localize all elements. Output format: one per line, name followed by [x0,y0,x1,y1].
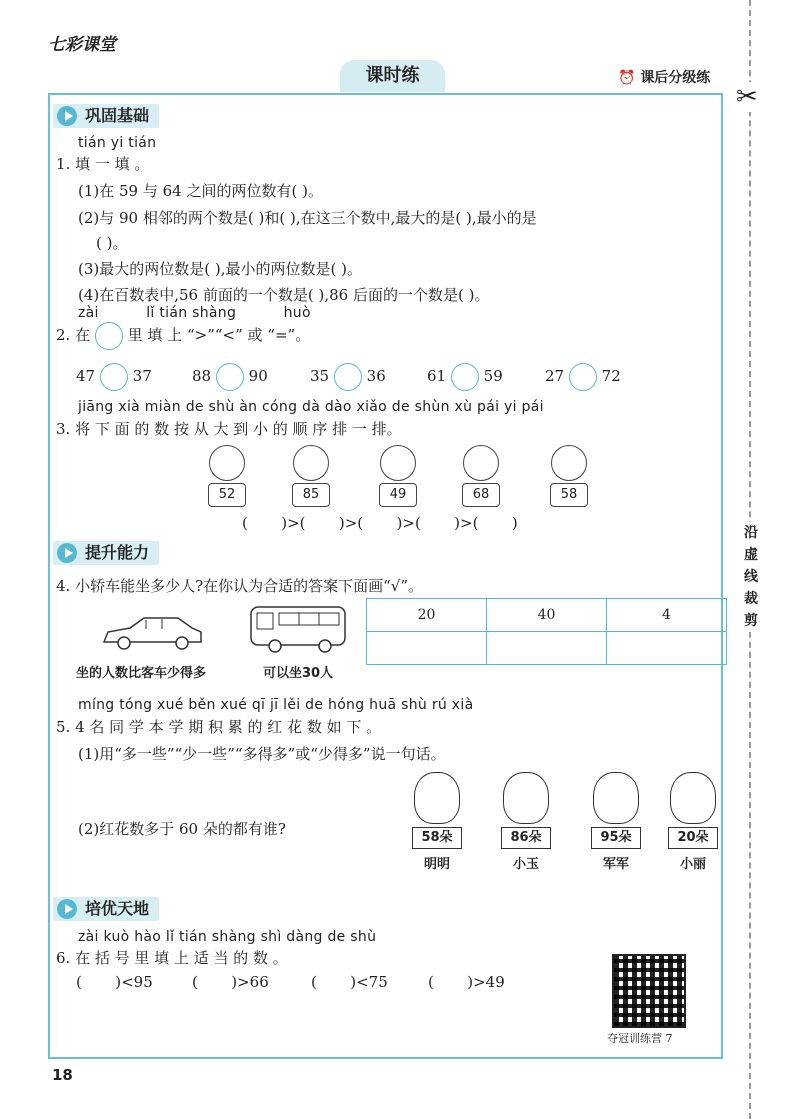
q4-title: 4. 小轿车能坐多少人?在你认为合适的答案下面画“√”。 [56,577,424,595]
kid-name: 军军 [602,857,629,872]
boy-icon [414,772,460,824]
animal-number: 85 [292,483,330,507]
q6-item[interactable]: ( )<75 [311,973,388,991]
rabbit-icon [209,445,245,481]
kid-name: 小丽 [679,857,706,872]
alarm-clock-icon: ⏰ [618,70,636,86]
answer-circle[interactable] [569,363,597,391]
subtitle-text: 课后分级练 [640,70,711,86]
q2-title [56,322,310,350]
q3-order[interactable]: ( )>( )>( )>( )>( ) [242,514,518,532]
sheep-icon [380,445,416,481]
table-header: 20 [367,599,487,632]
q1-pinyin: tián yi tián [78,135,157,151]
duck-icon [463,445,499,481]
q2-left: 47 [76,367,96,385]
cow-icon [293,445,329,481]
qr-code-icon [612,954,686,1028]
q2-left: 35 [310,367,330,385]
girl-icon [670,772,716,824]
q2-item [76,363,152,391]
q2-right: 37 [132,367,152,385]
q2-title-b: 里 填 上 “>”“<” 或 “=”。 [127,326,311,344]
q5-title: 5. 4 名 同 学 本 学 期 积 累 的 红 花 数 如 下 。 [56,718,382,736]
animal-number: 49 [379,483,417,507]
pig-icon [551,445,587,481]
play-icon [57,543,77,563]
table-header: 40 [487,599,607,632]
q1-line3: (3)最大的两位数是( ),最小的两位数是( )。 [78,260,362,278]
q1-line2b: ( )。 [96,234,128,252]
animal-number: 68 [462,483,500,507]
q2-right: 59 [483,367,503,385]
car-icon [100,612,205,652]
boy-icon [593,772,639,824]
q2-right: 72 [601,367,621,385]
q2-title-a: 2. 在 [56,326,91,344]
circle-icon [95,322,123,350]
girl-icon [503,772,549,824]
q5-part2: (2)红花数多于 60 朵的都有谁? [78,820,286,838]
answer-circle[interactable] [334,363,362,391]
section-advanced [53,897,159,921]
bus-icon [245,603,350,653]
kid-card [581,772,651,872]
q6-item[interactable]: ( )<95 [76,973,153,991]
q2-item [310,363,386,391]
play-icon [57,106,77,126]
q1-line2: (2)与 90 相邻的两个数是( )和( ),在这三个数中,最大的是( ),最小的是 [78,209,537,227]
kid-card [658,772,728,872]
animal-card [461,445,501,507]
animal-card [207,445,247,507]
animal-card [378,445,418,507]
section-title: 培优天地 [85,899,150,918]
q1-line1: (1)在 59 与 64 之间的两位数有( )。 [78,182,323,200]
answer-cell[interactable] [367,632,487,665]
answer-cell[interactable] [607,632,727,665]
q2-left: 61 [427,367,447,385]
q3-pinyin: jiāng xià miàn de shù àn cóng dà dào xiǎo de shùn xù pái yi pái [78,399,544,415]
answer-circle[interactable] [216,363,244,391]
car-label: 坐的人数比客车少得多 [76,666,207,681]
q2-right: 90 [248,367,268,385]
brand-logo: 七彩课堂 [48,35,116,55]
table-header: 4 [607,599,727,632]
bus-label: 可以坐30人 [263,666,334,681]
q2-item [545,363,621,391]
kid-card [402,772,472,872]
flower-count: 86朵 [501,827,551,849]
q2-left: 88 [192,367,212,385]
q6-item[interactable]: ( )>66 [192,973,269,991]
section-title: 提升能力 [85,543,150,562]
subtitle [618,67,710,87]
animal-number: 58 [550,483,588,507]
q2-right: 36 [366,367,386,385]
flower-count: 58朵 [412,827,462,849]
q1-title: 1. 填 一 填 。 [56,155,150,173]
qr-caption: 夺冠训练营 7 [607,1032,673,1045]
q3-title: 3. 将 下 面 的 数 按 从 大 到 小 的 顺 序 排 一 排。 [56,420,402,438]
q5-pinyin: míng tóng xué běn xué qī jī lěi de hóng huā shù rú xià [78,697,474,713]
play-icon [57,899,77,919]
answer-circle[interactable] [451,363,479,391]
section-basic [53,104,159,128]
q2-left: 27 [545,367,565,385]
kid-name: 明明 [423,857,450,872]
flower-count: 95朵 [591,827,641,849]
kid-name: 小玉 [512,857,539,872]
section-improve [53,541,159,565]
flower-count: 20朵 [668,827,718,849]
animal-number: 52 [208,483,246,507]
q6-item[interactable]: ( )>49 [428,973,505,991]
q2-item [427,363,503,391]
q2-pinyin: zài lǐ tián shàng huò [78,305,311,321]
q1-line4: (4)在百数表中,56 前面的一个数是( ),86 后面的一个数是( )。 [78,286,490,304]
scissors-icon: ✂ [736,82,758,112]
kid-card [491,772,561,872]
q6-title: 6. 在 括 号 里 填 上 适 当 的 数 。 [56,949,288,967]
q2-item [192,363,268,391]
section-title: 巩固基础 [85,106,150,125]
answer-cell[interactable] [487,632,607,665]
animal-card [291,445,331,507]
answer-circle[interactable] [100,363,128,391]
q5-part1: (1)用“多一些”“少一些”“多得多”或“少得多”说一句话。 [78,745,446,763]
answer-table [366,598,727,665]
page-number: 18 [52,1066,73,1084]
q6-pinyin: zài kuò hào lǐ tián shàng shì dàng de shù [78,929,377,945]
cut-label: 沿虚线裁剪 [741,522,761,632]
animal-card [549,445,589,507]
page-title: 课时练 [340,60,445,92]
